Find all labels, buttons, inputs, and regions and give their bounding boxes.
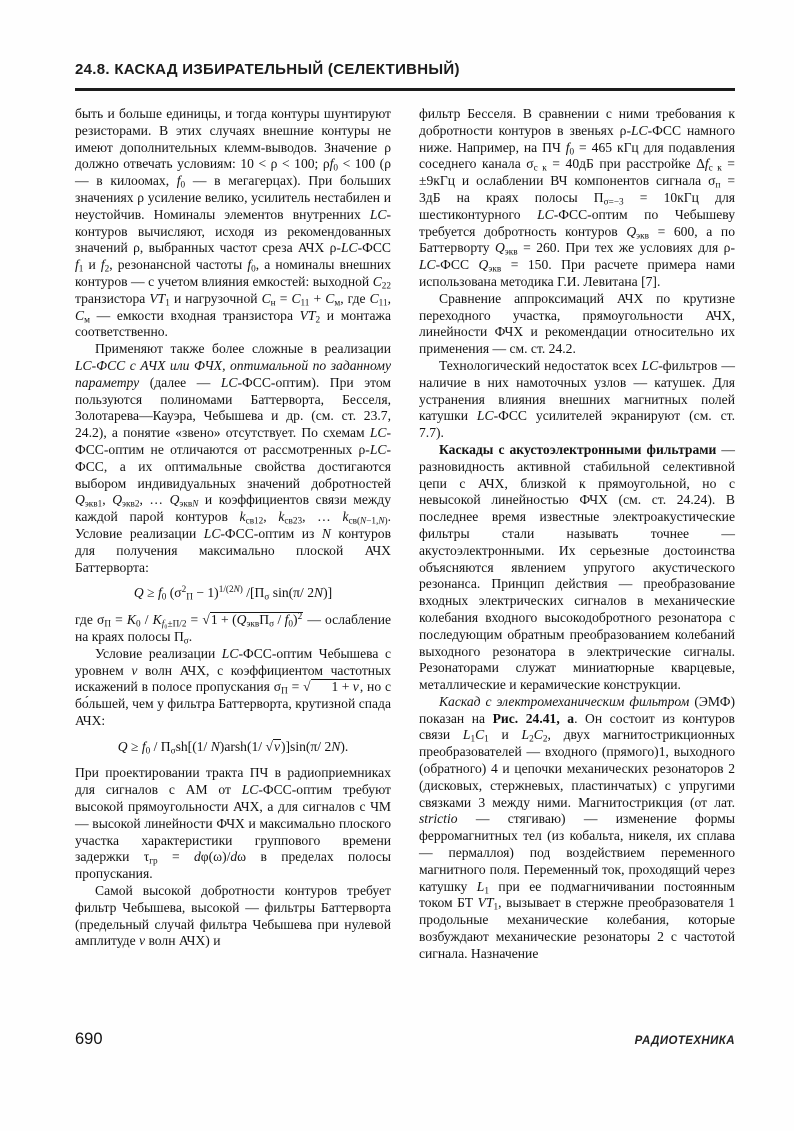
paragraph: Технологический недостаток всех LC-фильтров — наличие в них намоточных узлов — катушек. Для устранения влияния внешних магнитных полей катушки LC-ФСС усилителей экранируют (см. ст. 7.7). <box>419 357 735 441</box>
paragraph: Применяют также более сложные в реализации LC-ФСС с АЧХ или ФЧХ, оптимальной по заданному параметру (далее — LC-ФСС-оптим). При этом пользуются полиномами Баттерворта, Бесселя, Золотарева—Кауэра, Чебышева и др. (см. ст. 23.7, 24.2), а понятие «звено» отсутствует. По схемам LC-ФСС-оптим не отличаются от рассмотренных ρ-LC-ФСС, а их оптимальные свойства достигаются выбором индивидуальных значений добротностей $Q_{экв1}$, $Q_{экв2}$, … $Q_{эквN}$ и коэффициентов связи между каждой парой контуров $k_{св12}$, $k_{св23}$, … $k_{св(N-1,N)}$. Условие реализации LC-ФСС-оптим из N контуров для получения максимально плоской АЧХ Баттерворта: <box>75 341 392 575</box>
paragraph: Сравнение аппроксимаций АЧХ по крутизне переходного участка, прямоугольности АЧХ, линейности ФЧХ и рекомендации относительно их применения — см. ст. 24.2. <box>419 290 735 357</box>
paragraph: При проектировании тракта ПЧ в радиоприемниках для сигналов с АМ от LC-ФСС-оптим требуют высокой прямоугольности АЧХ, а для сигналов с ЧМ — высокой линейности ФЧХ и максимально плоского участка характеристики группового времени задержки $\tau_{гр} = d\varphi(\omega)/d\omega$ в пределах полосы пропускания. <box>75 765 391 882</box>
paragraph: Каскады с акустоэлектронными фильтрами — разновидность активной стабильной селективной цепи с АЧХ, близкой к прямоугольной, но с невысокой линейностью ФЧХ (см. ст. 24.24). В последнее время известные электроакустические фильтры стали называть точнее — акустоэлектронными. Их серьезные достоинства объясняются явлением упругого акустического резонанса. Принцип действия — преобразование входных электрических сигналов в механические колебания входного высокодобротного резонатора с последующим обратным преобразованием колебаний выходного резонатора в электрические сигналы. Резонаторами служат миниатюрные кварцевые, металлические и керамические конструкции. <box>419 441 735 693</box>
running-title: РАДИОТЕХНИКА <box>634 1035 735 1047</box>
section-header <box>75 62 735 91</box>
display-formula: $Q \ge f_0 / П_\sigma sh[(1/$ N)arsh(1/ √v)]sin(π/ 2N). <box>117 738 349 755</box>
display-formula: $Q \ge f_0$ $(\sigma^2_П - 1)^{1/(2N)}$ $/[П_\sigma$ sin(π/ 2N)] <box>133 584 333 602</box>
paragraph: фильтр Бесселя. В сравнении с ними требования к добротности контуров в звеньях ρ-LC-ФСС намного ниже. Например, на ПЧ $f_0 = 465$ кГц для подавления соседнего канала $\sigma_{с к} = 40дБ$ при расстройке $\Delta f_{с к} = \pm 9кГц$ и ослаблении ВЧ компонентов сигнала $\sigma_п = 3дБ$ на краях полосы $П_{\sigma=-3} = 10кГц$ для шестиконтурного LC-ФСС-оптим по Чебышеву требуется добротность контуров $Q_{экв} = 600$, а по Баттерворту $Q_{экв} = 260$. При тех же условиях для ρ-LC-ФСС $Q_{экв} = 150$. При расчете примера нами использована методика Г.И. Левитана [7]. <box>419 106 735 289</box>
left-column <box>75 106 391 963</box>
text-columns <box>75 106 735 963</box>
right-column <box>419 106 735 963</box>
paragraph: быть и больше единицы, и тогда контуры шунтируют резисторами. В этих случаях внешние контуры не имеют дополнительных клемм-выводов. Значение ρ должно отвечать условиям: 10 < ρ < 100; $\rho f_0 < 100$ (ρ — в килоомах, $f_0$ — в мегагерцах). При больших значениях ρ усиление велико, усилитель нестабилен и неустойчив. Номиналы элементов внутренних LC-контуров вычисляют, исходя из рекомендованных значений ρ, выбранных частот среза АЧХ ρ-LC-ФСС $f_1$ и $f_2$, резонансной частоты $f_0$, а номиналы внешних контуров — с учетом влияния емкостей: выходной $C_{22}$ транзистора $VT_1$ и нагрузочной $C_н = C_{11} + C_м$, где $C_{11}$, $C_м$ — емкости входная транзистора $VT_2$ и монтажа соответственно. <box>75 106 391 340</box>
paragraph: Самой высокой добротности контуров требует фильтр Чебышева, высокой — фильтры Баттерворта (предельный случай фильтра Чебышева при нулевой амплитуде v волн АЧХ) и <box>75 883 391 949</box>
paragraph: Условие реализации LC-ФСС-оптим Чебышева с уровнем v волн АЧХ, с коэффициентом частотных искажений в полосе пропускания $\sigma_П$ = √ 1 + v, но с бо́льшей, чем у фильтра Баттерворта, крутизной спада АЧХ: <box>75 645 391 728</box>
page-footer <box>75 1031 735 1050</box>
page-number: 690 <box>75 1030 103 1048</box>
paragraph: Каскад с электромеханическим фильтром (ЭМФ) показан на Рис. 24.41, а. Он состоит из контуров связи $L_1C_1$ и $L_2C_2$, двух магнитострикционных преобразователей — входного (прямого)1, выходного (обратного) 4 и цепочки механических резонаторов 2 (дисковых, стержневых, пластинчатых) с упругими связками 3 между ними. Магнитострикция (от лат. strictio — стягиваю) — изменение формы ферромагнитных тел (из кобальта, никеля, их сплава — пермаллоя) под воздействием переменного магнитного поля. Переменный ток, проходящий через катушку $L_1$ при ее подмагничивании постоянным током БТ $VT_1$, вызывает в стержне преобразователя 1 продольные механические колебания, которые возбуждают механические резонаторы 2 с частотой сигнала. Назначение <box>419 693 735 961</box>
paragraph: где $\sigma_П = K_0 / K_{f_0\pm П/2} = √1 + (Q_{экв}П_\sigma / f_0)^2$ — ослабление на краях полосы $П_\sigma$. <box>75 611 392 646</box>
section-title: 24.8. КАСКАД ИЗБИРАТЕЛЬНЫЙ (СЕЛЕКТИВНЫЙ) <box>75 61 460 78</box>
